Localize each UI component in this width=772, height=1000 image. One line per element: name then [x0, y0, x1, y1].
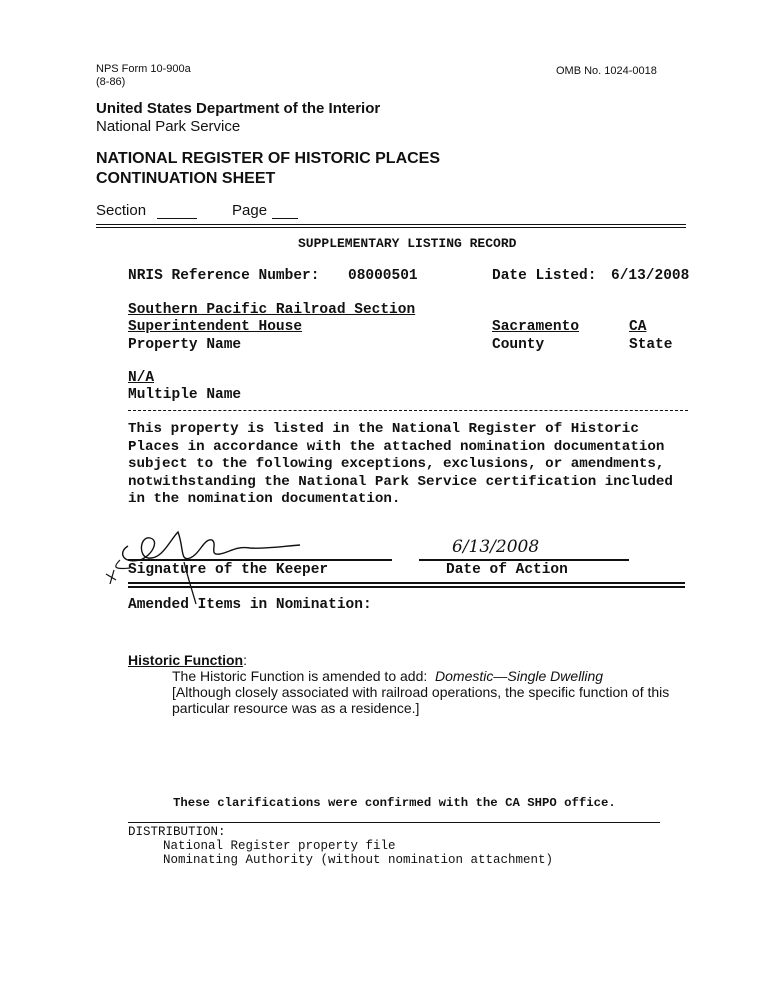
county-label: County [492, 337, 545, 353]
confirmation-note: These clarifications were confirmed with the CA SHPO office. [173, 796, 616, 810]
double-rule-top-a [96, 224, 686, 225]
multiple-name-label: Multiple Name [128, 387, 242, 403]
state-label: State [629, 337, 673, 353]
page-label: Page [232, 202, 268, 219]
date-listed-label: Date Listed: [492, 268, 597, 284]
distribution-item-2: Nominating Authority (without nomination attachment) [163, 853, 554, 867]
historic-function-colon: : [243, 652, 248, 668]
page-title-line1: NATIONAL REGISTER OF HISTORIC PLACES [96, 150, 441, 167]
section-label: Section [96, 202, 147, 219]
signature-label: Signature of the Keeper [128, 562, 329, 578]
distribution-label: DISTRIBUTION: [128, 825, 226, 839]
amendment-line-3: particular resource was as a residence.] [172, 700, 420, 716]
department-name: United States Department of the Interior [96, 100, 381, 117]
statement-line-2: Places in accordance with the attached nomination documentation [128, 438, 665, 455]
amendment-line-1-value: Domestic—Single Dwelling [435, 668, 604, 684]
statement-line-1: This property is listed in the National Register of Historic [128, 421, 639, 437]
distribution-item-1: National Register property file [163, 839, 396, 853]
statement-line-5: in the nomination documentation. [128, 491, 401, 508]
form-date: (8-86) [96, 76, 126, 88]
section-blank [157, 218, 197, 219]
historic-function-heading [128, 652, 247, 668]
page-title-line2: CONTINUATION SHEET [96, 170, 276, 187]
omb-number: OMB No. 1024-0018 [556, 65, 657, 77]
amendment-line-1 [172, 668, 603, 684]
double-rule-top-b [96, 227, 686, 228]
record-heading: SUPPLEMENTARY LISTING RECORD [298, 236, 517, 251]
page-blank [272, 218, 298, 219]
county-value: Sacramento [492, 319, 580, 335]
distribution-rule [128, 822, 660, 823]
multiple-name-value: N/A [128, 370, 155, 386]
nris-value: 08000501 [348, 268, 418, 284]
signature-line [128, 559, 392, 561]
nris-label: NRIS Reference Number: [128, 268, 320, 284]
statement-line-3: subject to the following exceptions, exclusions, or amendments, [128, 456, 665, 473]
state-value: CA [629, 319, 647, 335]
date-listed-value: 6/13/2008 [611, 268, 690, 284]
form-number: NPS Form 10-900a [96, 63, 191, 75]
amendment-line-2: [Although closely associated with railroad operations, the specific function of this [172, 684, 670, 700]
property-name-label: Property Name [128, 337, 242, 353]
date-of-action-value: 6/13/2008 [452, 537, 540, 557]
date-of-action-line [419, 559, 629, 561]
double-rule-mid-a [128, 582, 685, 584]
historic-function-heading-text: Historic Function [128, 652, 244, 668]
dashed-separator [128, 410, 688, 411]
property-name-line1: Southern Pacific Railroad Section [128, 302, 416, 318]
amendment-line-1-prefix: The Historic Function is amended to add: [172, 668, 428, 684]
statement-line-4: notwithstanding the National Park Service certification included [128, 473, 673, 490]
service-name: National Park Service [96, 118, 241, 135]
amended-items-label: Amended Items in Nomination: [128, 597, 372, 613]
property-name-line2: Superintendent House [128, 319, 303, 335]
date-of-action-label: Date of Action [446, 562, 568, 578]
double-rule-mid-b [128, 586, 685, 588]
